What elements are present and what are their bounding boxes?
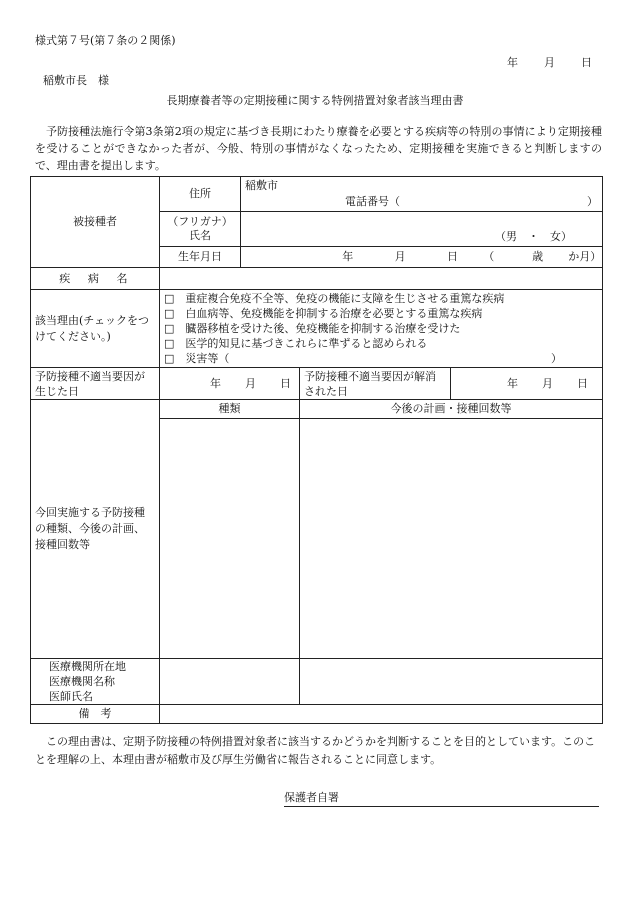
intro-paragraph: 予防接種法施行令第3条第2項の規定に基づき長期にわたり療養を必要とする疾病等の特別の事情により定期接種を受けることができなかった者が、今般、特別の事情がなくなったため、定期接種を実施できると判断しますので、理由書を提出します。	[35, 125, 602, 172]
age-months-label: か月）	[568, 250, 602, 263]
type-header: 種類	[160, 400, 300, 419]
reason-checkbox-immunodeficiency[interactable]: □ 重症複合免疫不全等、免疫の機能に支障を生じさせる重篤な疾病	[164, 292, 505, 305]
date-year-label: 年	[507, 56, 518, 69]
name-label: 氏名	[189, 229, 211, 242]
medical-institution-label: 医療機関所在地 医療機関名称 医師氏名	[31, 659, 160, 705]
unfit-end-month: 月	[542, 376, 553, 390]
unfit-end-date-field[interactable]	[451, 368, 603, 400]
dob-field[interactable]	[241, 247, 603, 268]
document-title: 長期療養者等の定期接種に関する特例措置対象者該当理由書	[166, 94, 464, 107]
submission-date[interactable]	[507, 54, 592, 70]
date-month-label: 月	[544, 56, 555, 69]
unfit-start-label: 予防接種不適当要因が生じた日	[31, 368, 160, 400]
date-day-label: 日	[581, 56, 592, 69]
unfit-start-day: 日	[280, 376, 291, 390]
plan-header: 今後の計画・接種回数等	[300, 400, 603, 419]
unfit-start-date-field[interactable]	[160, 368, 300, 400]
addressee: 稲敷市長 様	[43, 74, 109, 87]
age-open: （	[483, 250, 495, 263]
guardian-signature-field[interactable]	[284, 789, 599, 807]
phone-close: ）	[587, 195, 598, 208]
application-form-table	[30, 176, 603, 724]
recipient-label: 被接種者	[31, 177, 160, 268]
disease-label: 疾 病 名	[31, 268, 160, 290]
reason-checkbox-equivalent[interactable]: □ 医学的知見に基づきこれらに準ずると認められる	[164, 337, 428, 350]
dob-label: 生年月日	[160, 247, 241, 268]
disease-field[interactable]	[160, 268, 603, 290]
unfit-end-label: 予防接種不適当要因が解消された日	[300, 368, 451, 400]
unfit-end-year: 年	[507, 376, 518, 390]
name-label-cell	[160, 212, 241, 247]
unfit-start-year: 年	[210, 376, 221, 390]
reason-checklist	[160, 290, 603, 368]
reason-label: 該当理由(チェックをつけてください。)	[31, 290, 160, 368]
remarks-field[interactable]	[160, 705, 603, 724]
reason-disaster-label: □ 災害等（	[164, 352, 230, 365]
consent-statement: この理由書は、定期予防接種の特例措置対象者に該当するかどうかを判断することを目的としています。このことを理解の上、本理由書が稲敷市及び厚生労働省に報告されることに同意します。	[35, 735, 596, 766]
signature-label: 保護者自署	[284, 791, 339, 804]
gender-selector: （男 ・ 女）	[495, 230, 572, 243]
plan-label: 今回実施する予防接種の種類、今後の計画、接種回数等	[31, 400, 160, 659]
phone-label: 電話番号（	[345, 195, 400, 208]
reason-checkbox-transplant[interactable]: □ 臓器移植を受けた後、免疫機能を抑制する治療を受けた	[164, 322, 461, 335]
medical-institution-field-right[interactable]	[300, 659, 603, 705]
medical-institution-field-left[interactable]	[160, 659, 300, 705]
dob-month-label: 月	[394, 250, 406, 263]
reason-checkbox-disaster[interactable]	[164, 351, 598, 366]
form-number: 様式第７号(第７条の２関係)	[35, 34, 176, 47]
name-field[interactable]	[241, 212, 603, 247]
remarks-label: 備 考	[31, 705, 160, 724]
address-value: 稲敷市	[245, 179, 278, 192]
unfit-end-day: 日	[577, 376, 588, 390]
address-label: 住所	[160, 177, 241, 212]
age-years-label: 歳	[532, 250, 544, 263]
reason-checkbox-leukemia[interactable]: □ 白血病等、免疫機能を抑制する治療を必要とする重篤な疾病	[164, 307, 483, 320]
furigana-label: （フリガナ）	[167, 215, 233, 228]
vaccine-plan-field[interactable]	[300, 419, 603, 659]
dob-day-label: 日	[447, 250, 459, 263]
reason-disaster-close: ）	[551, 352, 562, 365]
dob-year-label: 年	[342, 250, 354, 263]
vaccine-type-field[interactable]	[160, 419, 300, 659]
address-field[interactable]	[241, 177, 603, 212]
unfit-start-month: 月	[245, 376, 256, 390]
